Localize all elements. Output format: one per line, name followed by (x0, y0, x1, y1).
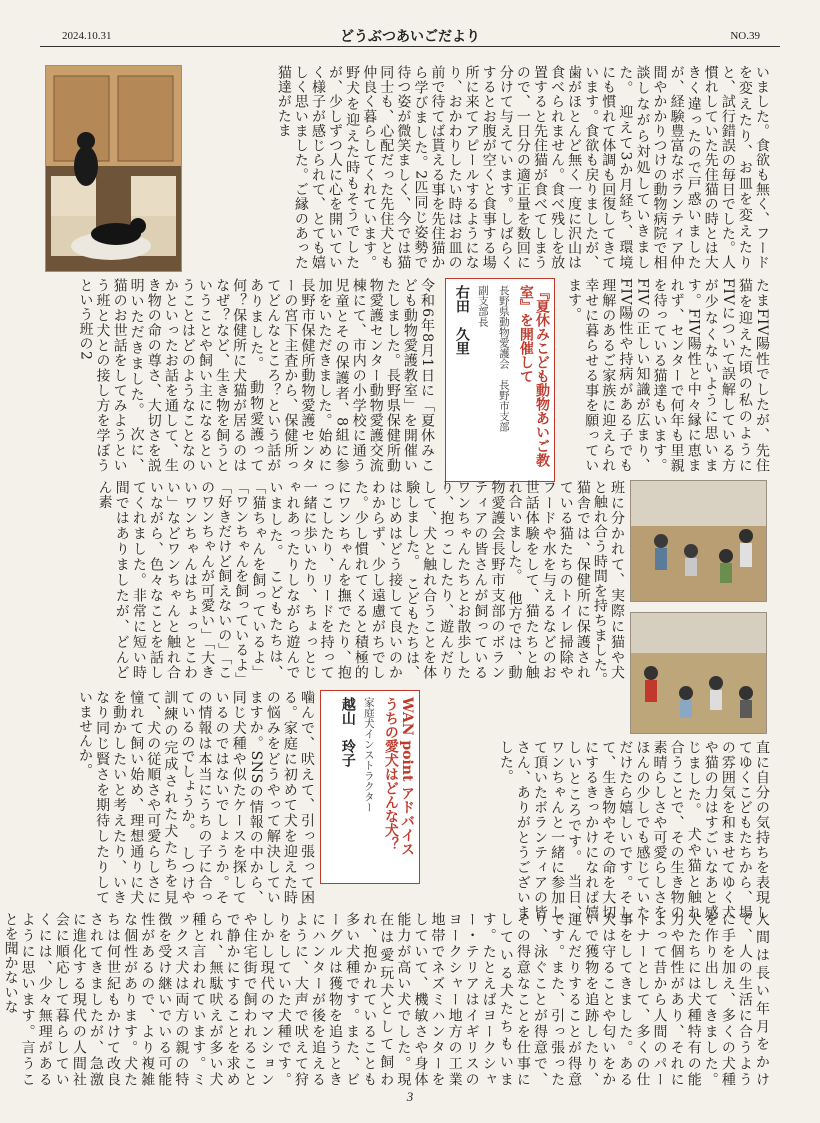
advice-article-intro (50, 690, 315, 905)
event-photo-2 (630, 612, 767, 734)
article-cat-continued (190, 65, 770, 270)
event-photo-1 (630, 480, 767, 602)
issue-number: NO.39 (730, 30, 760, 42)
newsletter-title: どうぶつあいごだより (340, 29, 480, 45)
event-title: 『夏休みこども動物あいご教室』を開催して (517, 285, 550, 467)
article-cat-ending-text: たまFIV陽性でしたが、先住猫を迎えた頃の私のようにFIVについて誤解している方が少なくないように思います。FIV陽性と中々縁に恵まれず、センターで何年も里親を待っている猫達もいます。FIVの正しい知識が広まり、FIV陽性や持病がある子でも理解のあるご家族に迎えられ幸せに暮らせる事を願っています。 (566, 278, 770, 473)
page-header (40, 22, 780, 47)
event-article-text-3: 直に自分の気持ちを表現してゆくこどもたちから、場の雰囲気を和ませてゆく犬や猫の力はすごいなあと感じました。 犬や猫と触れ合うことで、その生き物の素晴らしさや可愛らしさをほんの少しでも感じていただけたら嬉しいです。そして、生き物やその命を大切にするきっかけになれば嬉しいところです。 当日、ワンちゃんと一緒に参加して頂いたボランティアの皆さん、ありがとうございました。 (497, 740, 770, 920)
advice-title: WAN point アドバイス うちの愛犬はどんな犬？ (382, 697, 415, 871)
event-article-text-2: 班に分かれて、実際に猫や犬と触れ合う時間を持ちました。 猫舎では、保健所に保護されている猫たちのトイレ掃除やフードや水を与えるなどのお世話体験をして、猫たちと触れ合いました。 他方では、動物愛護会長野市支部のボランティアの皆さんが飼っているワンちゃんたちとお散歩したり、抱っこしたり、遊んだりして、犬と触れ合うことを体験しました。 こどもたちは、はじめはどう接して良いのかわからず、少し遠慮がちでした。少し慣れてくると積極的にワンちゃんを撫でたり、抱っこしたり、リードを持って一緒に歩いたり、ちょっとじゃれあったりしながら遊んでいました。 こどもたちは、「猫ちゃんを飼っているよ」「ワンちゃんを飼っているよ」「好きだけど飼えないの」「このワンちゃんが可愛い」「大きいワンちゃんはちょっとこわい」などワンちゃんと触れ合いながら、色々なことを話してくれました。非常に短い時間ではありましたが、どんどん素 (96, 480, 625, 695)
advice-title-box (320, 690, 420, 884)
article-cat-ending (555, 278, 770, 473)
event-article-text-1: 令和6年8月1日に「夏休みこども動物愛護教室」を開催いたしました。長野県保健所動物愛護センター動物愛護交流棟にて、市内の小学校に通う児童とその保護者、8組に参加をいただきました。始めに長野市保健所動物愛護センターの宮下主査から、保健所ってどんなところ？という話がありました。 動物愛護って何？保健所に犬猫が居るのはなぜ？など、生き物を飼うということや飼い主になるということはどのようなことなのかといったお話を通して、生き物の命の尊さ、大切さを説明いただきました。 次に、猫のお世話をしてみようという班と犬との接し方を学ぼうという班の2 (77, 278, 435, 473)
advice-author-name: 越山 玲子 (339, 697, 356, 767)
event-article-part3 (497, 740, 770, 920)
advice-main-text: 人間は長い年月をかけて、人の生活に合うように手を加え、多くの犬種を作り出してきました。犬たちには犬種特有の能力や個性があり、それによって昔から人間のパートナーとして、多くの仕事をしてきました。ある犬は守ることや匂いをかいで獲物を追跡したり、運んだりすることが得意です。また、引っ張ったり、泳ぐことが得意で、その得意なことを仕事にしている犬たちもいます。たとえばヨークシャー・テリアはイギリスのヨークシャー地方の工業地帯でネズミハンターをしていて、機敏さや身体能力が高い犬でした。現在は愛玩犬として飼われ、抱かれていることも多い犬種です。また、ビーグルは獲物を追うときにハンターが後を追えるように、大声で吠えて狩りをしていた犬種です。しかし現代のマンションや住宅街で飼われることで静かにすることを求められ、無駄吠えが多い犬種と言われています。ミックス犬は両方の親の特徴を受け継いでいる可能性があるので、より複雑な個性があります。犬たちは何世紀もかけて改良されてきましたが、急激に進化する現代の人間社会に順応して暮らしていくには、少々無理があるように思います。言うことを聞かないな (2, 912, 770, 1087)
event-author-role: 副支部長 (476, 285, 489, 327)
advice-intro-text: 噛んで、吠えて、引っ張って困る。家庭に初めて犬を迎えた時の悩みをどうやって解決していますか。SNSの情報の中から、同じ犬種や似たケースを探しているのではないでしょうか。その情報は本当にうちの子に合っているのでしょうか。 しつけや訓練の完成された犬たちを見て、犬の従順さや可愛らしさに憧れて飼い始め、理想通りに犬を動かしたいと考えたり、いきなり同じ賢さを期待したりしていませんか。 (76, 690, 315, 905)
page-number: 3 (406, 1089, 414, 1104)
article-cat-text: いました。食欲も無く、フードを変えたり、お皿を変えたりと、試行錯誤の毎日でした。人慣れしていた先住猫の時とは大きく違ったので戸惑いましたが、経験豊富なボランティア仲間やかかりつけの動物病院で相談しながら対処していきました。 迎えて3か月経ち、環境にも慣れて体調も回復してきています。食欲も戻りましたが、歯がほとんど無く一度に沢山は食べられません。食べ残しを放置すると先住猫が食べてしまうので、一日分の適正量を数回に分けて与えています。しばらくするとお腹が空くと食事する場所に来てアピールするようになり、おかわりしたい時はお皿の前で待てば貰える事を先住猫から学びました。2匹同じ姿勢で待つ姿が微笑ましく、今では猫同士も、心配だった先住犬とも仲良く暮らしてくれています。野犬を迎えた時もそうでしたが、少しずつ人に心を開いていく様子が感じられて、とても嬉しく思いました。ご縁のあった猫達がたま (275, 65, 770, 270)
issue-date: 2024.10.31 (62, 30, 112, 42)
advice-author-role: 家庭犬インストラクター (362, 697, 375, 813)
cat-photo (45, 65, 182, 272)
event-author-name: 右田 久里 (453, 285, 470, 355)
event-title-box (445, 278, 555, 482)
event-author-org: 長野県動物愛護会 長野市支部 (497, 285, 510, 432)
advice-article-main (2, 912, 770, 1087)
event-article-part1 (50, 278, 435, 473)
event-article-part2 (50, 480, 625, 695)
